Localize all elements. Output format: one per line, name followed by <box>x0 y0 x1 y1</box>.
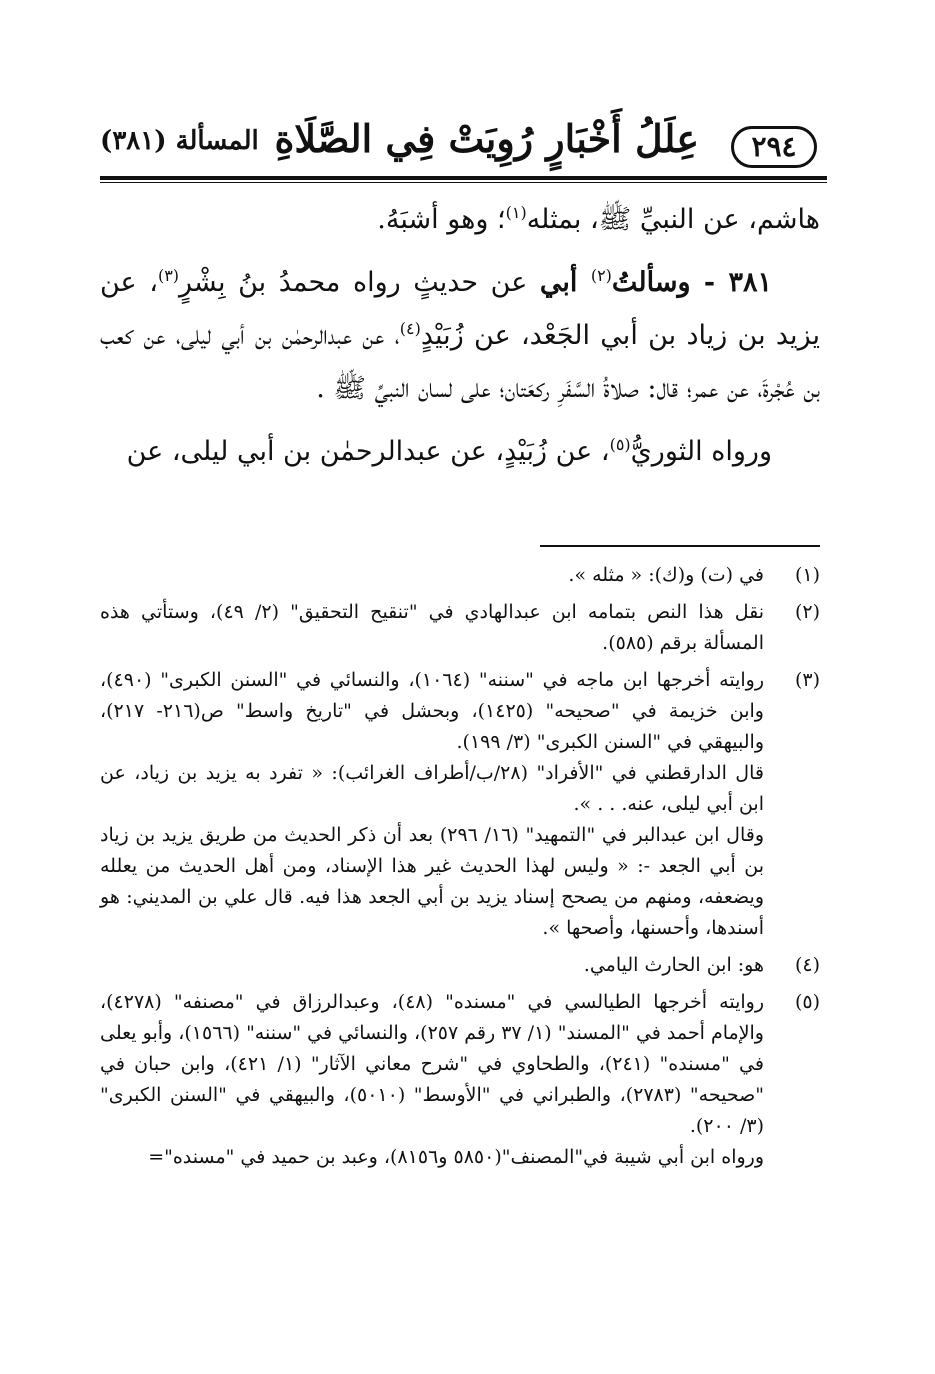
carry-over-paragraph <box>100 193 820 246</box>
footnote-ref: (١) <box>505 203 527 222</box>
footnote-number: (٥) <box>794 991 820 1013</box>
question-text: ، عن عبدالرحمٰن بن أبي ليلى، عن كعب بن عُجْرةَ، عن عمر؛ قال: صلاةُ السَّفَرِ ركعَتان؛ على لسان النبيِّ ﷺ . <box>100 320 820 404</box>
footnote-separator <box>540 545 820 547</box>
footnote-ref: (٤) <box>399 319 421 338</box>
footnote-text: هو: ابن الحارث اليامي. <box>583 954 764 976</box>
main-text <box>100 193 820 478</box>
footnote-ref: (٥) <box>609 435 631 454</box>
footnote-text: روايته أخرجها ابن ماجه في "سننه" (١٠٦٤)، والنسائي في "السنن الكبرى" (٤٩٠)، وابن خزيمة في "صحيحه" (١٤٢٥)، وبحشل في "تاريخ واسط" ص(٢١٦- ٢١٧)، والبيهقي في "السنن الكبرى" (٣/ ١٩٩). <box>100 669 764 753</box>
question-text: ، عن يزيد بن زياد بن أبي الجَعْد، عن زُبَيْدٍ <box>100 267 820 351</box>
footnote-text: قال الدارقطني في "الأفراد" (٢٨/ب/أطراف الغرائب): « تفرد به يزيد بن زياد، عن ابن أبي ليلى، عنه. . . ». <box>100 762 764 815</box>
father-word: أبي <box>539 267 591 298</box>
footnote-number: (١) <box>794 564 820 586</box>
page-header <box>100 112 817 172</box>
footnote-ref: (٣) <box>157 266 180 285</box>
footnote-text: ورواه ابن أبي شيبة في"المصنف"(٥٨٥٠ و٨١٥٦)، وعبد بن حميد في "مسنده"= <box>148 1146 764 1168</box>
narration-text: ورواه الثوريُّ <box>630 436 772 467</box>
narration-paragraph <box>100 425 820 478</box>
footnote <box>100 950 820 981</box>
footnote-text: روايته أخرجها الطيالسي في "مسنده" (٤٨)، وعبدالرزاق في "مصنفه" (٤٢٧٨)، والإمام أحمد في "المسند" (١/ ٣٧ رقم ٢٥٧)، والنسائي في "سننه" (١٥٦٦)، وأبو يعلى في "مسنده" (٢٤١)، والطحاوي في "شرح معاني الآثار" (١/ ٤٢١)، وابن حبان في "صحيحه" (٢٧٨٣)، والطبراني في "الأوسط" (٥٠١٠)، والبيهقي في "السنن الكبرى" (٣/ ٢٠٠). <box>100 991 765 1137</box>
page-number: ٢٩٤ <box>731 126 817 168</box>
footnote-text: وقال ابن عبدالبر في "التمهيد" (١٦/ ٢٩٦) بعد أن ذكر الحديث من طريق يزيد بن زياد بن أبي الجعد -: « وليس لهذا الحديث غير هذا الإسناد، ومن أهل الحديث من يعلله ويضعفه، ومنهم من يصحح إسناد يزيد بن أبي الجعد هذا فيه. قال علي بن المديني: هو أسندها، وأحسنها، وأصحها ». <box>100 824 765 939</box>
book-title: عِلَلُ أَخْبَارٍ رُوِيَتْ فِي الصَّلَاةِ <box>274 116 699 161</box>
footnote-text: في (ت) و(ك): « مثله ». <box>568 564 764 586</box>
question-paragraph <box>100 256 820 415</box>
footnote <box>100 987 820 1173</box>
footnote-text: نقل هذا النص بتمامه ابن عبدالهادي في "تنقيح التحقيق" (٢/ ٤٩)، وستأتي هذه المسألة برقم (٥٨٥). <box>100 601 764 654</box>
question-number: ٣٨١ - وسألتُ <box>611 267 773 298</box>
footnote-number: (٣) <box>794 669 820 691</box>
question-text: عن حديثٍ رواه محمدُ بنُ بِشْرٍ <box>179 267 540 298</box>
footnote-number: (٤) <box>794 954 820 976</box>
footnote-ref: (٢) <box>590 266 612 285</box>
footnote <box>100 665 820 944</box>
narration-text: ، عن زُبَيْدٍ، عن عبدالرحمٰن بن أبي ليلى، عن <box>126 436 610 467</box>
footnotes <box>100 560 820 1179</box>
footnote <box>100 597 820 659</box>
carry-text: هاشم، عن النبيِّ ﷺ، بمثله <box>526 204 820 235</box>
header-rule <box>100 176 827 180</box>
footnote-number: (٢) <box>794 601 820 623</box>
issue-label: المسألة (٣٨١) <box>100 126 259 156</box>
footnote <box>100 560 820 591</box>
carry-end: ؛ وهو أشبَهُ. <box>377 204 506 235</box>
header-rule-thin <box>100 182 827 183</box>
